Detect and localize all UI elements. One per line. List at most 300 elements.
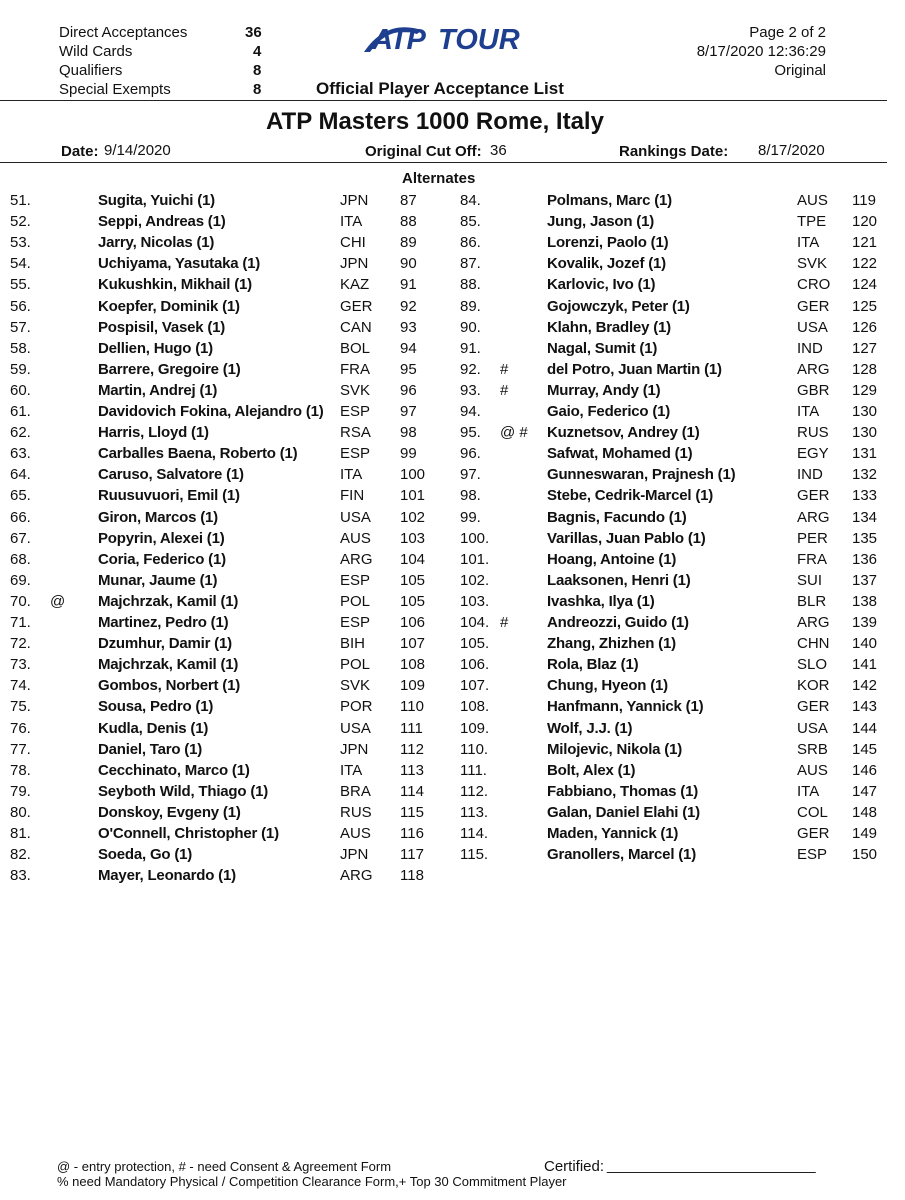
player-rank: 125 — [852, 297, 878, 315]
player-rank: 134 — [852, 508, 878, 526]
player-country: USA — [797, 719, 828, 737]
player-rank: 89 — [400, 234, 417, 252]
player-row — [0, 276, 900, 297]
entry-number: 81. — [10, 825, 31, 842]
player-row — [0, 846, 900, 867]
player-row — [0, 635, 900, 656]
player-rank: 116 — [400, 825, 424, 842]
entry-number: 80. — [10, 803, 31, 821]
player-country: SRB — [797, 740, 828, 758]
entry-number: 96. — [460, 445, 481, 463]
stat-label-qualifiers: Qualifiers — [59, 62, 123, 79]
player-name: Majchrzak, Kamil (1) — [98, 656, 239, 674]
tournament-title: ATP Masters 1000 Rome, Italy — [266, 108, 604, 135]
player-rank: 118 — [400, 867, 424, 885]
rankings-value: 8/17/2020 — [758, 142, 825, 159]
entry-flag: # — [500, 381, 509, 399]
player-rank: 124 — [852, 276, 878, 294]
entry-number: 93. — [460, 381, 481, 399]
player-name: Kudla, Denis (1) — [98, 719, 209, 737]
entry-number: 91. — [460, 339, 481, 357]
player-row — [0, 677, 900, 698]
certified-signature-line: _________________________ — [607, 1157, 816, 1174]
entry-number: 69. — [10, 571, 31, 589]
date-label: Date: — [61, 143, 99, 160]
player-name: Majchrzak, Kamil (1) — [98, 592, 239, 610]
player-name: Martin, Andrej (1) — [98, 381, 218, 399]
entry-number: 106. — [460, 656, 490, 674]
entry-number: 56. — [10, 297, 31, 315]
logo-tour-text: TOUR — [438, 24, 520, 56]
entry-number: 110. — [460, 740, 489, 758]
player-name: O'Connell, Christopher (1) — [98, 825, 279, 842]
entry-number: 51. — [10, 192, 31, 209]
stat-value-special: 8 — [253, 81, 262, 98]
player-country: GER — [340, 297, 373, 315]
player-rank: 91 — [400, 276, 417, 294]
player-name: Jarry, Nicolas (1) — [98, 234, 215, 252]
player-country: BLR — [797, 592, 827, 610]
player-row — [0, 593, 900, 614]
player-row — [0, 509, 900, 530]
player-name: Seppi, Andreas (1) — [98, 213, 226, 231]
player-name: Seyboth Wild, Thiago (1) — [98, 782, 269, 800]
player-country: FRA — [340, 360, 370, 378]
player-country: SVK — [340, 677, 371, 695]
player-rank: 144 — [852, 719, 878, 737]
player-country: FRA — [797, 550, 827, 568]
player-country: CAN — [340, 318, 372, 336]
player-name: Daniel, Taro (1) — [98, 740, 203, 758]
player-country: ITA — [340, 213, 363, 231]
player-name: Ruusuvuori, Emil (1) — [98, 487, 240, 505]
entry-number: 54. — [10, 255, 31, 273]
player-rank: 109 — [400, 677, 426, 695]
player-rank: 133 — [852, 487, 878, 505]
entry-number: 65. — [10, 487, 31, 505]
player-rank: 101 — [400, 487, 426, 505]
player-name: Lorenzi, Paolo (1) — [547, 234, 669, 252]
player-rank: 136 — [852, 550, 878, 568]
player-rank: 98 — [400, 424, 417, 442]
player-name: Kovalik, Jozef (1) — [547, 255, 666, 273]
entry-number: 102. — [460, 571, 490, 589]
player-rank: 135 — [852, 529, 878, 547]
player-row — [0, 361, 900, 382]
player-row — [0, 213, 900, 234]
player-row — [0, 783, 900, 804]
player-country: IND — [797, 466, 823, 484]
player-rank: 87 — [400, 192, 417, 209]
player-rank: 106 — [400, 614, 426, 631]
player-rank: 94 — [400, 339, 417, 357]
player-name: Dzumhur, Damir (1) — [98, 635, 232, 653]
entry-number: 113. — [460, 803, 489, 821]
entry-number: 73. — [10, 656, 31, 674]
player-country: IND — [797, 339, 823, 357]
player-country: SUI — [797, 571, 823, 589]
player-name: Gaio, Federico (1) — [547, 403, 671, 420]
player-name: Kukushkin, Mikhail (1) — [98, 276, 252, 294]
player-rank: 127 — [852, 339, 878, 357]
player-rank: 99 — [400, 445, 417, 463]
player-country: SVK — [340, 381, 371, 399]
entry-number: 67. — [10, 529, 31, 547]
player-rank: 145 — [852, 740, 878, 758]
player-name: del Potro, Juan Martin (1) — [547, 360, 722, 378]
player-name: Munar, Jaume (1) — [98, 571, 218, 589]
status-label: Original — [774, 62, 826, 79]
player-name: Laaksonen, Henri (1) — [547, 571, 691, 589]
player-row — [0, 656, 900, 677]
player-name: Donskoy, Evgeny (1) — [98, 803, 241, 821]
player-rank: 146 — [852, 761, 878, 779]
player-rank: 111 — [400, 719, 423, 737]
player-name: Cecchinato, Marco (1) — [98, 761, 250, 779]
player-country: GER — [797, 825, 830, 842]
player-country: CRO — [797, 276, 831, 294]
player-name: Dellien, Hugo (1) — [98, 339, 213, 357]
player-rank: 117 — [400, 846, 424, 864]
player-country: CHN — [797, 635, 830, 653]
player-country: RUS — [340, 803, 372, 821]
player-row — [0, 192, 900, 213]
atp-tour-logo — [362, 22, 532, 58]
player-rank: 140 — [852, 635, 878, 653]
player-name: Stebe, Cedrik-Marcel (1) — [547, 487, 714, 505]
player-name: Klahn, Bradley (1) — [547, 318, 671, 336]
player-name: Jung, Jason (1) — [547, 213, 655, 231]
player-country: AUS — [797, 761, 828, 779]
entry-number: 64. — [10, 466, 31, 484]
player-row — [0, 255, 900, 276]
entry-number: 83. — [10, 867, 31, 885]
entry-number: 84. — [460, 192, 481, 209]
player-rank: 150 — [852, 846, 878, 864]
player-name: Milojevic, Nikola (1) — [547, 740, 683, 758]
player-rank: 126 — [852, 318, 878, 336]
player-rank: 119 — [852, 192, 876, 209]
entry-flag: @ — [50, 592, 66, 610]
player-country: JPN — [340, 740, 369, 758]
player-rank: 137 — [852, 571, 878, 589]
entry-number: 107. — [460, 677, 490, 695]
player-country: KAZ — [340, 276, 370, 294]
logo-atp-text: ATP — [372, 24, 425, 56]
entry-number: 55. — [10, 276, 31, 294]
entry-number: 71. — [10, 614, 31, 631]
player-name: Bolt, Alex (1) — [547, 761, 636, 779]
entry-number: 87. — [460, 255, 481, 273]
player-rank: 105 — [400, 592, 426, 610]
section-title: Alternates — [402, 170, 476, 187]
player-name: Andreozzi, Guido (1) — [547, 614, 689, 631]
entry-number: 98. — [460, 487, 481, 505]
player-row — [0, 551, 900, 572]
rankings-label: Rankings Date: — [619, 143, 729, 160]
entry-number: 114. — [460, 825, 489, 842]
entry-number: 63. — [10, 445, 31, 463]
entry-number: 103. — [460, 592, 490, 610]
entry-number: 101. — [460, 550, 490, 568]
entry-number: 68. — [10, 550, 31, 568]
player-rank: 93 — [400, 318, 417, 336]
entry-number: 97. — [460, 466, 481, 484]
player-row — [0, 867, 900, 888]
player-country: USA — [340, 719, 371, 737]
player-country: ARG — [797, 614, 830, 631]
entry-number: 88. — [460, 276, 481, 294]
entry-number: 115. — [460, 846, 489, 864]
player-country: AUS — [797, 192, 828, 209]
player-row — [0, 403, 900, 424]
entry-flag: @ # — [500, 424, 528, 442]
player-row — [0, 382, 900, 403]
entry-number: 82. — [10, 846, 31, 864]
player-country: FIN — [340, 487, 365, 505]
player-name: Granollers, Marcel (1) — [547, 846, 696, 864]
player-country: GBR — [797, 381, 830, 399]
player-row — [0, 234, 900, 255]
entry-number: 112. — [460, 782, 489, 800]
player-name: Pospisil, Vasek (1) — [98, 318, 226, 336]
player-country: USA — [797, 318, 828, 336]
player-country: RSA — [340, 424, 371, 442]
entry-number: 85. — [460, 213, 481, 231]
player-rank: 112 — [400, 740, 424, 758]
stat-label-special: Special Exempts — [59, 81, 171, 98]
player-name: Popyrin, Alexei (1) — [98, 529, 225, 547]
entry-number: 72. — [10, 635, 31, 653]
player-rank: 103 — [400, 529, 426, 547]
player-row — [0, 804, 900, 825]
player-country: EGY — [797, 445, 829, 463]
player-country: ITA — [340, 761, 363, 779]
player-row — [0, 530, 900, 551]
player-country: POL — [340, 656, 371, 674]
stat-value-direct: 36 — [245, 24, 262, 41]
player-name: Mayer, Leonardo (1) — [98, 867, 236, 885]
entry-flag: # — [500, 360, 509, 378]
player-rank: 130 — [852, 403, 878, 420]
player-rank: 130 — [852, 424, 878, 442]
player-name: Ivashka, Ilya (1) — [547, 592, 655, 610]
entry-number: 90. — [460, 318, 481, 336]
stat-label-wildcards: Wild Cards — [59, 43, 133, 60]
list-title: Official Player Acceptance List — [316, 79, 564, 98]
player-rank: 113 — [400, 761, 424, 779]
entry-number: 61. — [10, 403, 31, 420]
stat-label-direct: Direct Acceptances — [59, 24, 188, 41]
player-name: Martinez, Pedro (1) — [98, 614, 229, 631]
player-name: Hoang, Antoine (1) — [547, 550, 677, 568]
player-name: Polmans, Marc (1) — [547, 192, 672, 209]
player-country: BRA — [340, 782, 371, 800]
player-name: Safwat, Mohamed (1) — [547, 445, 693, 463]
entry-number: 66. — [10, 508, 31, 526]
player-country: GER — [797, 698, 830, 716]
player-country: ARG — [340, 550, 373, 568]
player-name: Varillas, Juan Pablo (1) — [547, 529, 706, 547]
player-row — [0, 424, 900, 445]
player-rank: 102 — [400, 508, 426, 526]
player-name: Fabbiano, Thomas (1) — [547, 782, 699, 800]
player-rank: 108 — [400, 656, 426, 674]
entry-number: 60. — [10, 381, 31, 399]
player-country: COL — [797, 803, 828, 821]
stat-value-wildcards: 4 — [253, 43, 262, 60]
entry-number: 104. — [460, 614, 490, 631]
entry-number: 100. — [460, 529, 490, 547]
player-name: Nagal, Sumit (1) — [547, 339, 658, 357]
player-country: ARG — [340, 867, 373, 885]
player-rank: 132 — [852, 466, 878, 484]
player-rank: 114 — [400, 782, 424, 800]
player-country: USA — [340, 508, 371, 526]
player-rank: 115 — [400, 803, 424, 821]
player-row — [0, 762, 900, 783]
player-rank: 92 — [400, 297, 417, 315]
player-rank: 105 — [400, 571, 426, 589]
player-rank: 96 — [400, 381, 417, 399]
divider-top — [0, 100, 887, 101]
player-name: Zhang, Zhizhen (1) — [547, 635, 676, 653]
player-rank: 110 — [400, 698, 424, 716]
player-name: Uchiyama, Yasutaka (1) — [98, 255, 261, 273]
player-country: AUS — [340, 529, 371, 547]
player-country: RUS — [797, 424, 829, 442]
player-country: CHI — [340, 234, 366, 252]
player-row — [0, 614, 900, 635]
date-value: 9/14/2020 — [104, 142, 171, 159]
player-country: SLO — [797, 656, 828, 674]
player-rank: 138 — [852, 592, 878, 610]
player-row — [0, 466, 900, 487]
stat-value-qualifiers: 8 — [253, 62, 262, 79]
entry-number: 52. — [10, 213, 31, 231]
player-name: Soeda, Go (1) — [98, 846, 193, 864]
player-name: Gombos, Norbert (1) — [98, 677, 241, 695]
entry-number: 70. — [10, 592, 31, 610]
player-row — [0, 720, 900, 741]
player-name: Gojowczyk, Peter (1) — [547, 297, 690, 315]
player-country: ITA — [797, 403, 820, 420]
player-country: ESP — [340, 571, 371, 589]
player-row — [0, 572, 900, 593]
entry-number: 57. — [10, 318, 31, 336]
player-name: Giron, Marcos (1) — [98, 508, 218, 526]
player-country: ESP — [340, 445, 371, 463]
player-name: Coria, Federico (1) — [98, 550, 226, 568]
player-country: ESP — [340, 403, 371, 420]
player-country: POL — [340, 592, 371, 610]
player-rank: 139 — [852, 614, 878, 631]
player-country: ESP — [340, 614, 371, 631]
player-name: Harris, Lloyd (1) — [98, 424, 209, 442]
entry-number: 95. — [460, 424, 481, 442]
player-rank: 147 — [852, 782, 878, 800]
player-name: Barrere, Gregoire (1) — [98, 360, 241, 378]
player-row — [0, 445, 900, 466]
entry-number: 74. — [10, 677, 31, 695]
entry-number: 77. — [10, 740, 31, 758]
entry-number: 89. — [460, 297, 481, 315]
player-country: KOR — [797, 677, 830, 695]
player-country: JPN — [340, 846, 369, 864]
player-country: BOL — [340, 339, 371, 357]
player-row — [0, 319, 900, 340]
entry-number: 75. — [10, 698, 31, 716]
player-rank: 107 — [400, 635, 426, 653]
player-country: POR — [340, 698, 373, 716]
player-name: Carballes Baena, Roberto (1) — [98, 445, 298, 463]
player-row — [0, 741, 900, 762]
entry-number: 94. — [460, 403, 481, 420]
player-name: Karlovic, Ivo (1) — [547, 276, 656, 294]
player-name: Bagnis, Facundo (1) — [547, 508, 687, 526]
player-rank: 104 — [400, 550, 426, 568]
player-name: Wolf, J.J. (1) — [547, 719, 633, 737]
entry-number: 105. — [460, 635, 490, 653]
player-name: Gunneswaran, Prajnesh (1) — [547, 466, 736, 484]
player-rank: 122 — [852, 255, 878, 273]
player-rank: 90 — [400, 255, 417, 273]
player-name: Koepfer, Dominik (1) — [98, 297, 240, 315]
entry-number: 109. — [460, 719, 490, 737]
legend-line-1: @ - entry protection, # - need Consent & Agreement Form — [57, 1159, 392, 1174]
player-rank: 148 — [852, 803, 878, 821]
entry-number: 79. — [10, 782, 31, 800]
player-rank: 100 — [400, 466, 426, 484]
player-rank: 120 — [852, 213, 878, 231]
player-country: ITA — [340, 466, 363, 484]
player-country: AUS — [340, 825, 371, 842]
player-rank: 128 — [852, 360, 878, 378]
player-row — [0, 340, 900, 361]
certified-label: Certified: — [544, 1158, 605, 1175]
player-row — [0, 698, 900, 719]
cutoff-label: Original Cut Off: — [365, 143, 482, 160]
player-rank: 143 — [852, 698, 878, 716]
entry-number: 86. — [460, 234, 481, 252]
player-country: ITA — [797, 234, 820, 252]
player-rank: 142 — [852, 677, 878, 695]
player-country: TPE — [797, 213, 827, 231]
player-name: Kuznetsov, Andrey (1) — [547, 424, 700, 442]
entry-number: 76. — [10, 719, 31, 737]
cutoff-value: 36 — [490, 142, 507, 159]
player-country: ESP — [797, 846, 828, 864]
player-country: JPN — [340, 192, 369, 209]
entry-number: 111. — [460, 761, 487, 779]
player-country: ARG — [797, 360, 830, 378]
player-row — [0, 298, 900, 319]
player-country: ARG — [797, 508, 830, 526]
player-name: Sugita, Yuichi (1) — [98, 192, 215, 209]
entry-number: 59. — [10, 360, 31, 378]
player-country: GER — [797, 297, 830, 315]
entry-number: 108. — [460, 698, 490, 716]
entry-number: 99. — [460, 508, 481, 526]
entry-number: 78. — [10, 761, 31, 779]
player-country: GER — [797, 487, 830, 505]
player-country: BIH — [340, 635, 366, 653]
player-row — [0, 487, 900, 508]
player-name: Chung, Hyeon (1) — [547, 677, 668, 695]
timestamp: 8/17/2020 12:36:29 — [696, 43, 826, 60]
legend-line-2: % need Mandatory Physical / Competition Clearance Form,+ Top 30 Commitment Player — [57, 1174, 567, 1189]
player-rank: 121 — [852, 234, 878, 252]
